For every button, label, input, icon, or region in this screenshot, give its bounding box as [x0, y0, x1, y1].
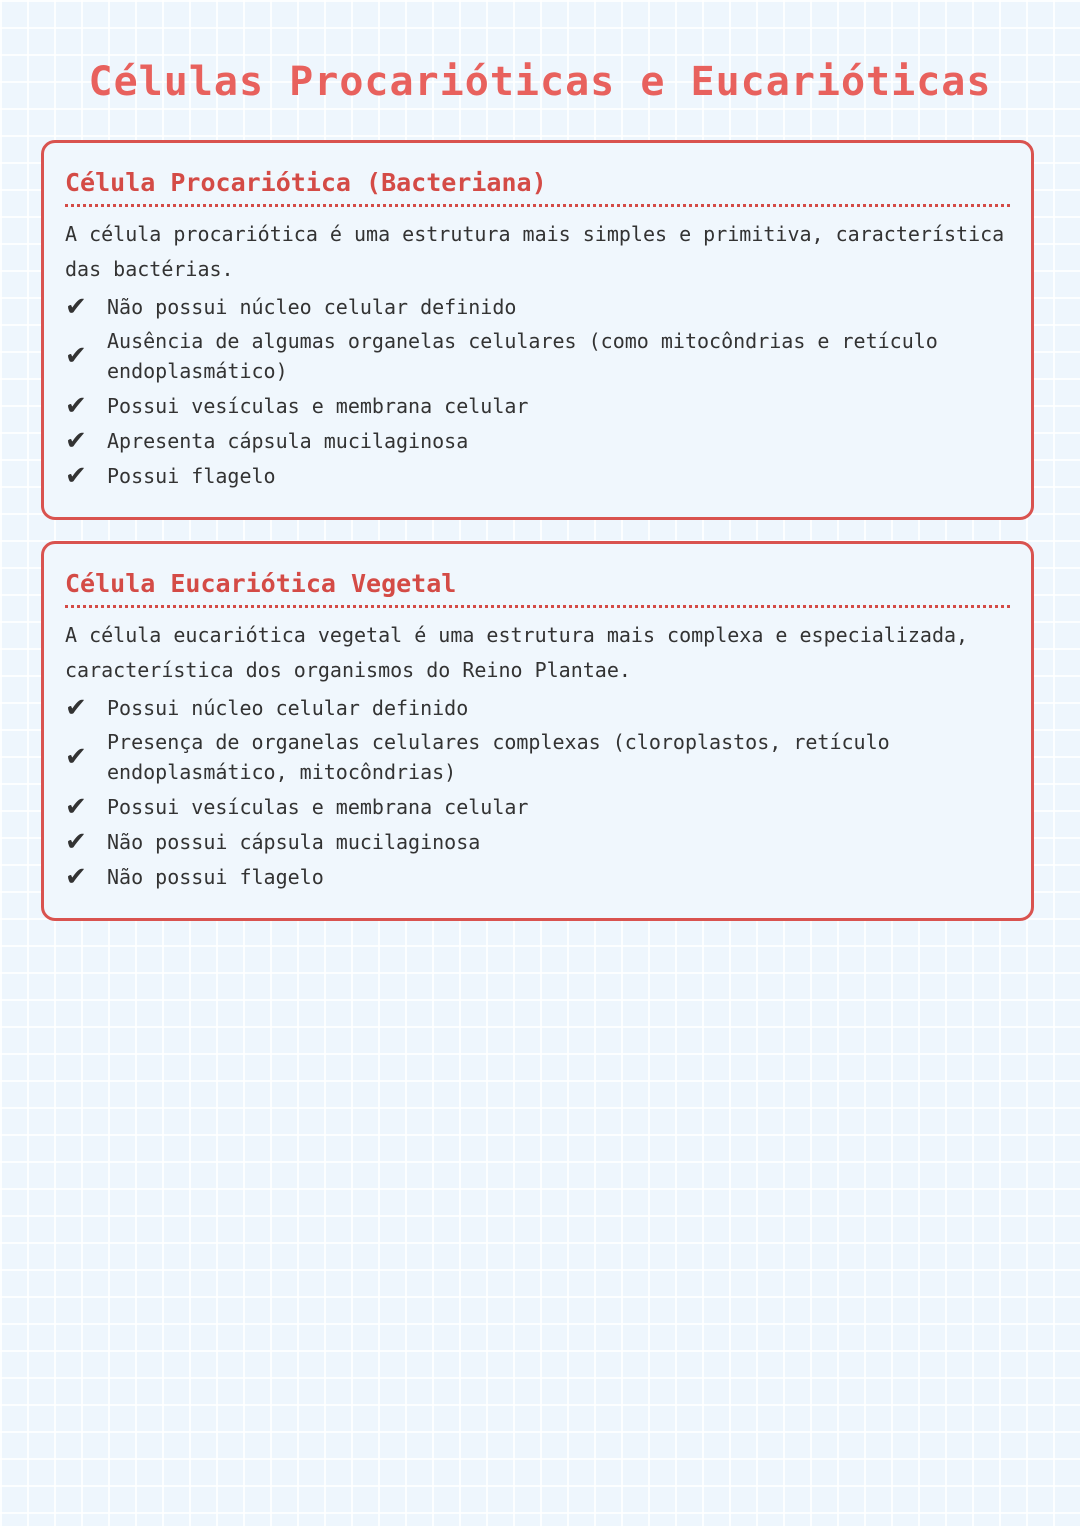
list-item: [65, 289, 1010, 324]
card-heading: Célula Eucariótica Vegetal: [65, 569, 457, 598]
list-item-text: Ausência de algumas organelas celulares (como mitocôndrias e retículo endoplasmático): [107, 329, 938, 383]
check-icon: ✔: [65, 390, 87, 421]
check-icon: ✔: [65, 425, 87, 456]
list-item: [65, 789, 1010, 824]
list-item: [65, 859, 1010, 894]
list-item-text: Presença de organelas celulares complexas (cloroplastos, retículo endoplasmático, mitocôndrias): [107, 730, 890, 784]
list-item: [65, 423, 1010, 458]
card-intro: A célula procariótica é uma estrutura mais simples e primitiva, característica das bactérias.: [65, 222, 1005, 281]
list-item-text: Não possui núcleo celular definido: [107, 294, 517, 319]
check-icon: ✔: [65, 826, 87, 857]
feature-list: [65, 690, 1010, 894]
list-item-text: Possui flagelo: [107, 463, 276, 488]
card-intro: A célula eucariótica vegetal é uma estrutura mais complexa e especializada, característica dos organismos do Reino Plantae.: [65, 623, 969, 682]
list-item: [65, 458, 1010, 493]
check-icon: ✔: [65, 692, 87, 723]
card-heading: Célula Procariótica (Bacteriana): [65, 168, 547, 197]
check-icon: ✔: [65, 791, 87, 822]
check-icon: ✔: [65, 861, 87, 892]
list-item-text: Não possui flagelo: [107, 864, 324, 889]
list-item: [65, 824, 1010, 859]
list-item-text: Possui núcleo celular definido: [107, 695, 469, 720]
check-icon: ✔: [65, 460, 87, 491]
list-item-text: Apresenta cápsula mucilaginosa: [107, 428, 469, 453]
check-icon: ✔: [65, 341, 87, 371]
eukaryotic-plant-cell-card: [41, 541, 1034, 921]
check-icon: ✔: [65, 291, 87, 322]
list-item: [65, 388, 1010, 423]
list-item: [65, 324, 1010, 388]
check-icon: ✔: [65, 742, 87, 772]
list-item: [65, 690, 1010, 725]
list-item-text: Não possui cápsula mucilaginosa: [107, 829, 481, 854]
page-title: Células Procarióticas e Eucarióticas: [88, 59, 992, 105]
dotted-divider: [65, 605, 1010, 608]
list-item: [65, 725, 1010, 789]
feature-list: [65, 289, 1010, 493]
prokaryotic-cell-card: [41, 140, 1034, 520]
list-item-text: Possui vesículas e membrana celular: [107, 393, 529, 418]
list-item-text: Possui vesículas e membrana celular: [107, 794, 529, 819]
dotted-divider: [65, 204, 1010, 207]
